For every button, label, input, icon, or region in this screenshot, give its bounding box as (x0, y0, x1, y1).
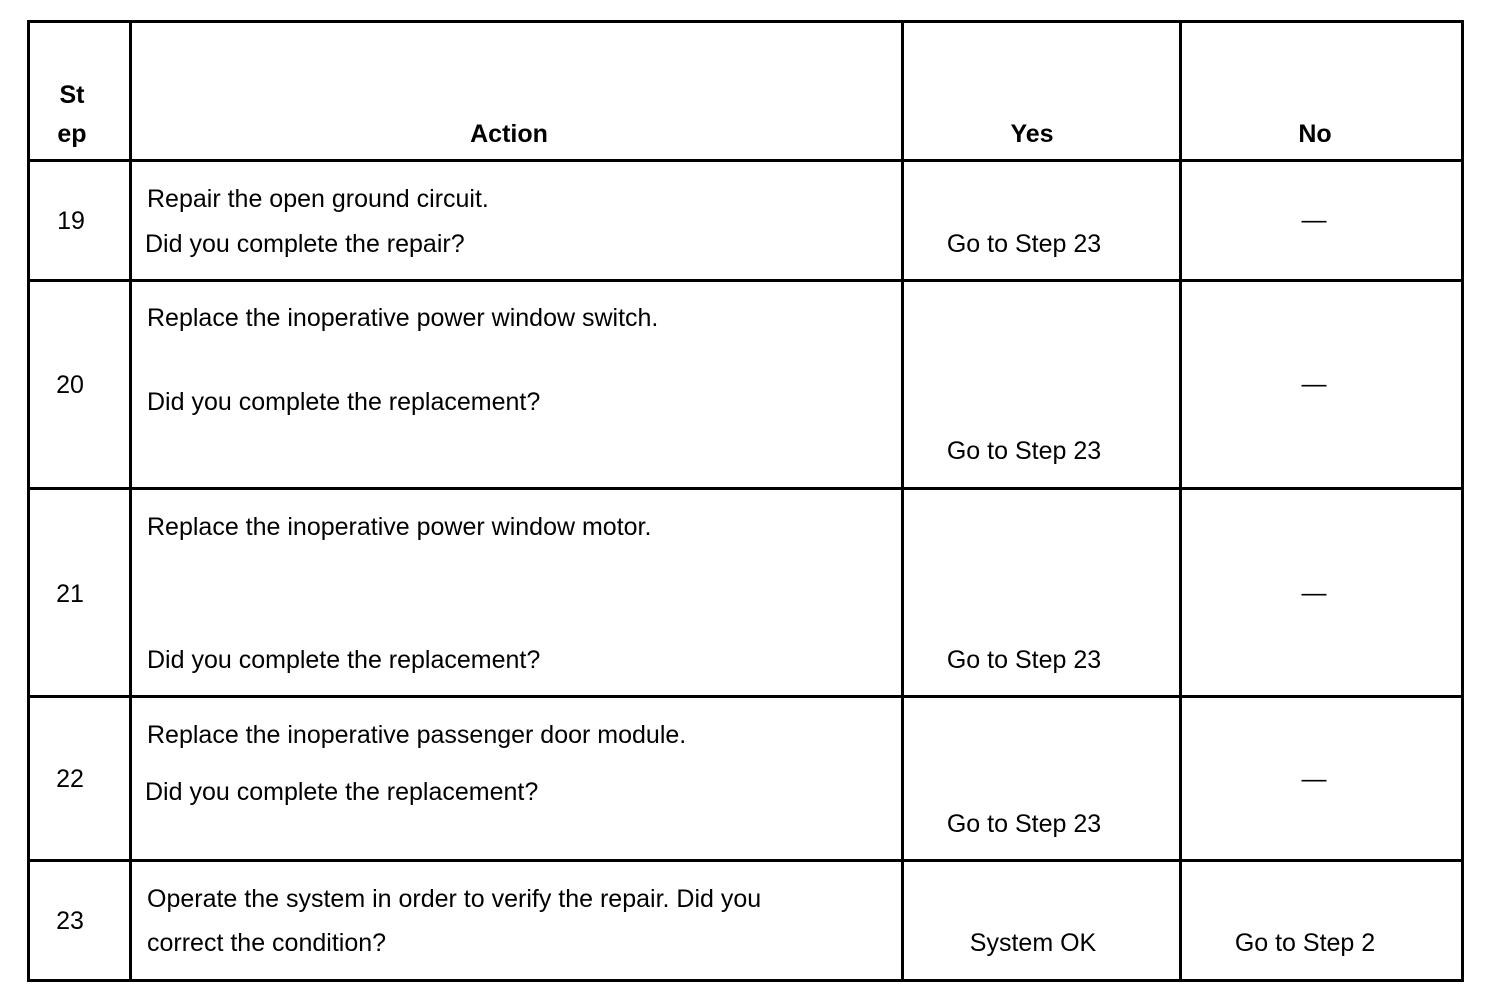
table-border-top (27, 20, 1464, 23)
row-divider (27, 859, 1464, 862)
step-number: 23 (56, 907, 84, 935)
row-divider (27, 279, 1464, 282)
yes-result: Go to Step 23 (946, 230, 1102, 258)
header-step-line-2: ep (57, 120, 87, 148)
action-question: Did you complete the repair? (145, 230, 465, 258)
table-border-left (27, 20, 30, 982)
action-question: Did you complete the replacement? (147, 388, 541, 416)
table-border-bottom (27, 979, 1464, 982)
header-divider (27, 159, 1464, 162)
step-number: 19 (57, 207, 85, 235)
action-instruction: Replace the inoperative power window motor. (147, 513, 652, 541)
column-divider (129, 20, 132, 982)
action-question: Did you complete the replacement? (147, 646, 541, 674)
yes-result: System OK (969, 929, 1097, 957)
action-instruction: Replace the inoperative power window switch. (147, 304, 659, 332)
row-divider (27, 695, 1464, 698)
no-result: — (1301, 765, 1327, 793)
no-result: — (1301, 579, 1327, 607)
no-result: — (1301, 370, 1327, 398)
header-action: Action (470, 120, 548, 148)
no-result: Go to Step 2 (1234, 929, 1376, 957)
step-number: 22 (56, 765, 84, 793)
yes-result: Go to Step 23 (946, 437, 1102, 465)
action-instruction: Operate the system in order to verify the repair. Did you (147, 885, 762, 913)
no-result: — (1301, 206, 1327, 234)
action-question: Did you complete the replacement? (145, 778, 539, 806)
column-divider (901, 20, 904, 982)
action-instruction: Replace the inoperative passenger door module. (147, 721, 687, 749)
header-yes: Yes (1010, 120, 1054, 148)
yes-result: Go to Step 23 (946, 810, 1102, 838)
action-instruction: Repair the open ground circuit. (147, 185, 489, 213)
header-step-line-1: St (59, 81, 85, 109)
action-question: correct the condition? (147, 929, 387, 957)
column-divider (1179, 20, 1182, 982)
yes-result: Go to Step 23 (946, 646, 1102, 674)
row-divider (27, 487, 1464, 490)
step-number: 21 (56, 580, 84, 608)
step-number: 20 (56, 371, 84, 399)
table-border-right (1461, 20, 1464, 982)
diagnostic-table (27, 20, 1464, 982)
header-no: No (1298, 120, 1332, 148)
